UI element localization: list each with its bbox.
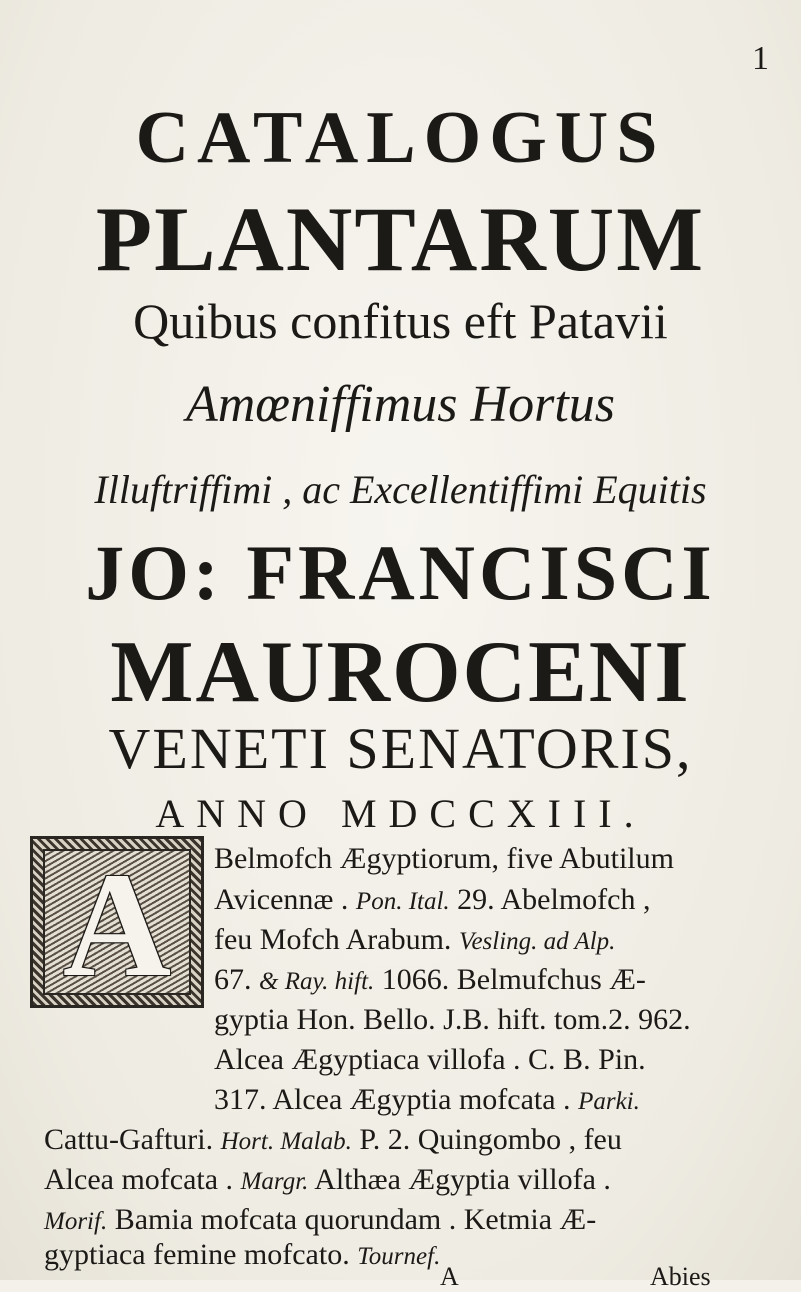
page-number: 1 [752, 40, 769, 77]
title-francisci: JO: FRANCISCI [85, 529, 716, 616]
entry-citation: Margr. [240, 1168, 309, 1195]
entry-text: Avicennæ . [214, 883, 349, 916]
entry-citation: Hort. Malab. [220, 1128, 352, 1155]
entry-line-3 [214, 923, 615, 957]
title-senatoris: VENETI SENATORIS, [108, 716, 693, 781]
entry-line-4 [214, 963, 646, 997]
entry-text: Alcea mofcata . [44, 1163, 234, 1196]
entry-text: Bamia mofcata quorundam . Ketmia Æ- [114, 1203, 597, 1236]
entry-citation: Tournef. [357, 1243, 441, 1270]
entry-text: feu Mofch Arabum. [214, 923, 452, 956]
title-hortus: Amœniffimus Hortus [185, 376, 616, 433]
decorated-initial [30, 836, 204, 1008]
title-plantarum: PLANTARUM [95, 188, 706, 290]
title-equitis: Illuftriffimi , ac Excellentiffimi Equitis [94, 467, 707, 512]
title-catalogus: CATALOGUS [135, 97, 666, 179]
initial-letter: A [62, 842, 172, 1008]
entry-text: 1066. Belmufchus Æ- [381, 963, 646, 996]
entry-citation: & Ray. hift. [259, 968, 375, 995]
entry-citation: Vesling. ad Alp. [458, 928, 616, 955]
entry-text: Althæa Ægyptia villofa . [314, 1163, 611, 1196]
title-subtitle: Quibus confitus eft Patavii [133, 293, 668, 349]
entry-line-8 [44, 1123, 622, 1157]
entry-text: Cattu-Gafturi. [44, 1123, 214, 1156]
entry-text: gyptiaca femine mofcato. [44, 1238, 350, 1271]
entry-line-9 [44, 1163, 611, 1197]
entry-line-6: Alcea Ægyptiaca villofa . C. B. Pin. [214, 1043, 646, 1076]
entry-line-10 [44, 1203, 596, 1237]
catchword: Abies [650, 1262, 711, 1291]
entry-line-11 [44, 1238, 440, 1272]
entry-line-7 [214, 1083, 640, 1117]
entry-line-5: gyptia Hon. Bello. J.B. hift. tom.2. 962. [214, 1003, 691, 1036]
entry-text: 67. [214, 963, 252, 996]
signature-mark: A [440, 1262, 459, 1291]
entry-line-2 [214, 883, 650, 917]
entry-text: 29. Abelmofch , [457, 883, 651, 916]
title-year: ANNO MDCCXIII. [155, 791, 646, 836]
entry-text: 317. Alcea Ægyptia mofcata . [214, 1083, 571, 1116]
entry-line-1: Belmofch Ægyptiorum, five Abutilum [214, 842, 674, 875]
title-mauroceni: MAUROCENI [110, 624, 691, 721]
entry-text: P. 2. Quingombo , feu [359, 1123, 622, 1156]
entry-citation: Morif. [44, 1208, 108, 1235]
entry-citation: Pon. Ital. [355, 888, 450, 915]
entry-citation: Parki. [578, 1088, 640, 1115]
